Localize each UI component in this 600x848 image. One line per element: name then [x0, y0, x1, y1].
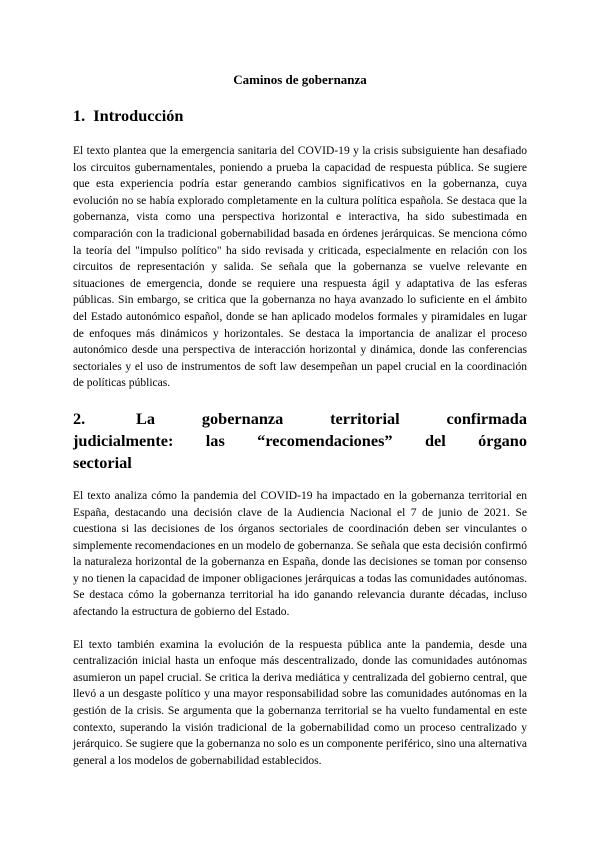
paragraph: El texto analiza cómo la pandemia del COVID-19 ha impactado en la gobernanza territorial en España, destacando una decisión clave de la Audiencia Nacional el 7 de junio de 2021. Se cuestiona si las decisiones de los órganos sectoriales de coordinación deben ser vinculantes o simplemente recomendaciones en un modelo de gobernanza. Se señala que esta decisión confirmó la naturaleza horizontal de la gobernanza en España, donde las decisiones se toman por consenso y no tienen la capacidad de imponer obligaciones jerárquicas a todas las comunidades autónomas. Se destaca cómo la gobernanza territorial ha ido ganando relevancia durante décadas, incluso afectando la estructura de gobierno del Estado. — [73, 489, 527, 619]
section-heading — [73, 408, 527, 474]
document-page — [73, 72, 527, 785]
paragraph: El texto también examina la evolución de la respuesta pública ante la pandemia, desde una centralización inicial hasta un enfoque más descentralizado, donde las comunidades autónomas asumieron un papel crucial. Se critica la deriva mediática y centralizada del gobierno central, que llevó a un desgaste político y una mayor responsabilidad sobre las comunidades autónomas en la gestión de la crisis. Se argumenta que la gobernanza territorial se ha vuelto fundamental en este contexto, superando la visión tradicional de la gobernabilidad como un proceso centralizado y jerárquico. Se sugiere que la gobernanza no solo es un componente periférico, sino una alternativa general a los modelos de gobernabilidad establecidos. — [73, 638, 528, 767]
document-title: Caminos de gobernanza — [233, 72, 367, 87]
section-heading-text: Introducción — [93, 106, 184, 125]
section-heading — [73, 105, 527, 127]
section-heading-text: La gobernanza territorial confirmada judicialmente: las “recomendaciones” del órgano sectorial — [73, 408, 527, 472]
section-number: 1. — [73, 106, 86, 125]
section-gobernanza-territorial — [73, 408, 527, 770]
section-introduccion — [73, 105, 527, 392]
paragraph: El texto plantea que la emergencia sanitaria del COVID-19 y la crisis subsiguiente han desafiado los circuitos gubernamentales, poniendo a prueba la capacidad de respuesta pública. Se sugiere que esta experiencia podría estar generando cambios significativos en la gobernanza, cuya evolución no se había explorado completamente en la cultura política española. Se destaca que la gobernanza, vista como una perspectiva horizontal e interactiva, ha sido subestimada en comparación con la tradicional gobernabilidad basada en órdenes jerárquicas. Se menciona cómo la teoría del "impulso político" ha sido revisada y criticada, especialmente en relación con los circuitos de representación y salida. Se señala que la gobernanza se vuelve relevante en situaciones de emergencia, donde se requiere una respuesta ágil y adaptativa de las esferas públicas. Sin embargo, se critica que la gobernanza no haya avanzado lo suficiente en el ámbito del Estado autonómico español, donde se han aplicado modelos formales y piramidales en lugar de enfoques más dinámicos y horizontales. Se destaca la importancia de analizar el proceso autonómico desde una perspectiva de interacción horizontal y dinámica, donde las conferencias sectoriales y el uso de instrumentos de soft law desempeñan un papel crucial en la coordinación de políticas públicas. — [73, 145, 527, 390]
section-number: 2. — [73, 408, 86, 428]
